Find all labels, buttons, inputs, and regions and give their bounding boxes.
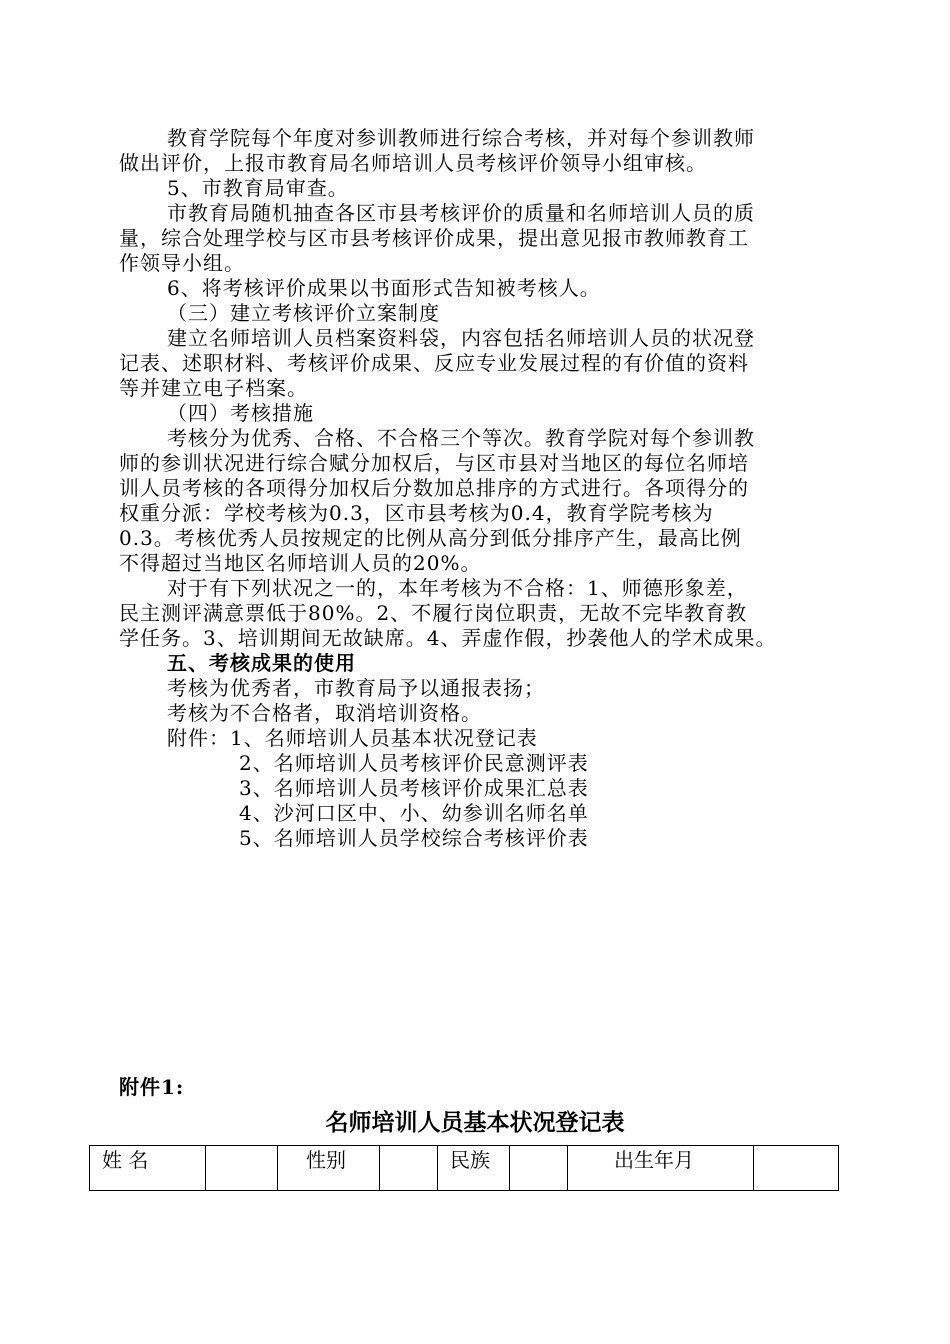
body-line: 3、名师培训人员考核评价成果汇总表 — [239, 776, 589, 800]
body-line: 训人员考核的各项得分加权后分数加总排序的方式进行。各项得分的 — [119, 476, 749, 500]
body-line: 五、考核成果的使用 — [167, 651, 356, 675]
body-line: 考核为不合格者，取消培训资格。 — [167, 701, 482, 725]
attachment-label: 附件1: — [119, 1075, 185, 1099]
body-line: 建立名师培训人员档案资料袋，内容包括名师培训人员的状况登 — [167, 326, 755, 350]
body-line: 学任务。3、培训期间无故缺席。4、弄虚作假，抄袭他人的学术成果。 — [119, 626, 777, 650]
name-label-cell: 姓 名 — [90, 1146, 206, 1191]
table-row — [90, 1146, 839, 1191]
ethnicity-label-cell: 民族 — [438, 1146, 510, 1191]
body-line: 作领导小组。 — [119, 251, 245, 275]
body-line: 2、名师培训人员考核评价民意测评表 — [239, 751, 589, 775]
body-line: 市教育局随机抽查各区市县考核评价的质量和名师培训人员的质 — [167, 201, 755, 225]
body-line: （四）考核措施 — [167, 401, 314, 425]
body-line: 等并建立电子档案。 — [119, 376, 308, 400]
body-line: 量，综合处理学校与区市县考核评价成果，提出意见报市教师教育工 — [119, 226, 749, 250]
body-line: 4、沙河口区中、小、幼参训名师名单 — [239, 801, 589, 825]
body-line: 5、市教育局审查。 — [167, 176, 349, 200]
form-title: 名师培训人员基本状况登记表 — [325, 1110, 625, 1136]
body-line: 考核分为优秀、合格、不合格三个等次。教育学院对每个参训教 — [167, 426, 755, 450]
birth-date-value-cell — [754, 1146, 839, 1191]
body-line: 对于有下列状况之一的，本年考核为不合格：1、师德形象差， — [167, 576, 748, 600]
birth-date-label-cell: 出生年月 — [568, 1146, 754, 1191]
body-line: 权重分派：学校考核为0.3，区市县考核为0.4，教育学院考核为 — [119, 501, 714, 525]
body-line: 不得超过当地区名师培训人员的20%。 — [119, 551, 482, 575]
body-line: 6、将考核评价成果以书面形式告知被考核人。 — [167, 276, 601, 300]
body-line: 附件：1、名师培训人员基本状况登记表 — [167, 726, 538, 750]
ethnicity-value-cell — [510, 1146, 568, 1191]
gender-label-cell: 性别 — [278, 1146, 380, 1191]
body-line: 0.3。考核优秀人员按规定的比例从高分到低分排序产生，最高比例 — [119, 526, 742, 550]
body-line: （三）建立考核评价立案制度 — [167, 301, 440, 325]
body-line: 考核为优秀者，市教育局予以通报表扬； — [167, 676, 545, 700]
gender-value-cell — [380, 1146, 438, 1191]
body-line: 师的参训状况进行综合赋分加权后，与区市县对当地区的每位名师培 — [119, 451, 749, 475]
body-line: 教育学院每个年度对参训教师进行综合考核，并对每个参训教师 — [167, 126, 755, 150]
body-line: 做出评价，上报市教育局名师培训人员考核评价领导小组审核。 — [119, 151, 707, 175]
name-value-cell — [206, 1146, 278, 1191]
body-line: 5、名师培训人员学校综合考核评价表 — [239, 826, 589, 850]
registration-table — [89, 1145, 839, 1191]
body-line: 记表、述职材料、考核评价成果、反应专业发展过程的有价值的资料 — [119, 351, 749, 375]
body-line: 民主测评满意票低于80%。2、不履行岗位职责，无故不完毕教育教 — [119, 601, 748, 625]
